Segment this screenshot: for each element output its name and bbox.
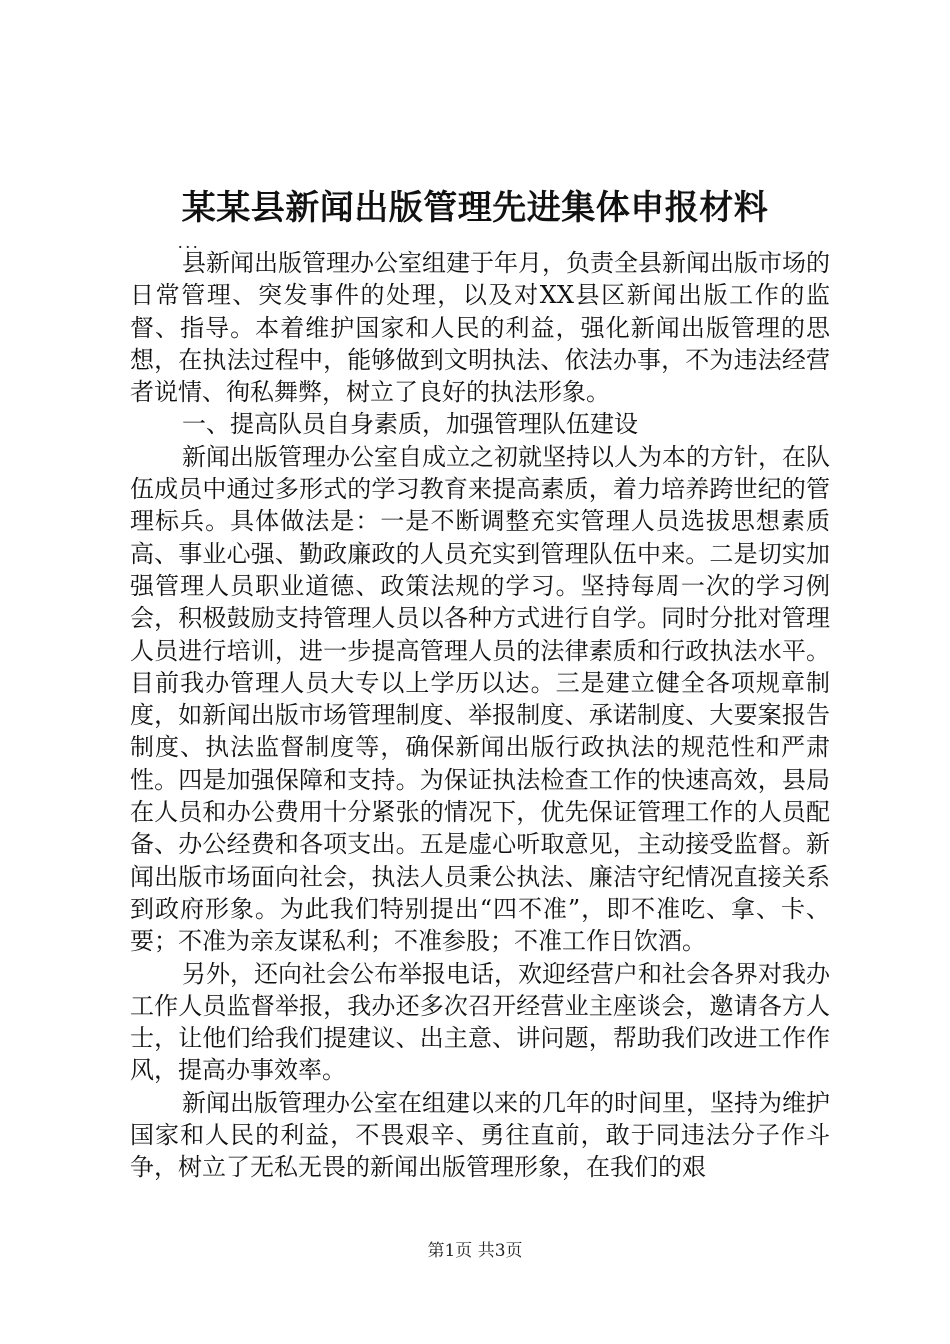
paragraph-achievements: 新闻出版管理办公室在组建以来的几年的时间里，坚持为维护国家和人民的利益，不畏艰辛、勇往直前，敢于同违法分子作斗争，树立了无私无畏的新闻出版管理形象，在我们的艰 [130, 1088, 830, 1182]
paragraph-intro: 县新闻出版管理办公室组建于年月，负责全县新闻出版市场的日常管理、突发事件的处理，以及对XX县区新闻出版工作的监督、指导。本着维护国家和人民的利益，强化新闻出版管理的思想，在执法过程中，能够做到文明执法、依法办事，不为违法经营者说情、徇私舞弊，树立了良好的执法形象。 [130, 249, 830, 407]
document-title: 某某县新闻出版管理先进集体申报材料 [181, 188, 769, 228]
section-heading-1: 一、提高队员自身素质，加强管理队伍建设 [182, 410, 638, 439]
ellipsis-marker: ... [178, 232, 201, 252]
document-body [130, 247, 830, 1184]
paragraph-supervision: 另外，还向社会公布举报电话，欢迎经营户和社会各界对我办工作人员监督举报，我办还多次召开经营业主座谈会，邀请各方人士，让他们给我们提建议、出主意、讲问题，帮助我们改进工作作风，提高办事效率。 [130, 959, 830, 1085]
paragraph-team-building: 新闻出版管理办公室自成立之初就坚持以人为本的方针，在队伍成员中通过多形式的学习教育来提高素质，着力培养跨世纪的管理标兵。具体做法是：一是不断调整充实管理人员选拔思想素质高、事业心强、勤政廉政的人员充实到管理队伍中来。二是切实加强管理人员职业道德、政策法规的学习。坚持每周一次的学习例会，积极鼓励支持管理人员以各种方式进行自学。同时分批对管理人员进行培训，进一步提高管理人员的法律素质和行政执法水平。目前我办管理人员大专以上学历以达。三是建立健全各项规章制度，如新闻出版市场管理制度、举报制度、承诺制度、大要案报告制度、执法监督制度等，确保新闻出版行政执法的规范性和严肃性。四是加强保障和支持。为保证执法检查工作的快速高效，县局在人员和办公费用十分紧张的情况下，优先保证管理工作的人员配备、办公经费和各项支出。五是虚心听取意见，主动接受监督。新闻出版市场面向社会，执法人员秉公执法、廉洁守纪情况直接关系到政府形象。为此我们特别提出“四不准”，即不准吃、拿、卡、要；不准为亲友谋私利；不准参股；不准工作日饮酒。 [130, 442, 830, 956]
page-number-footer: 第1页 共3页 [427, 1241, 523, 1261]
